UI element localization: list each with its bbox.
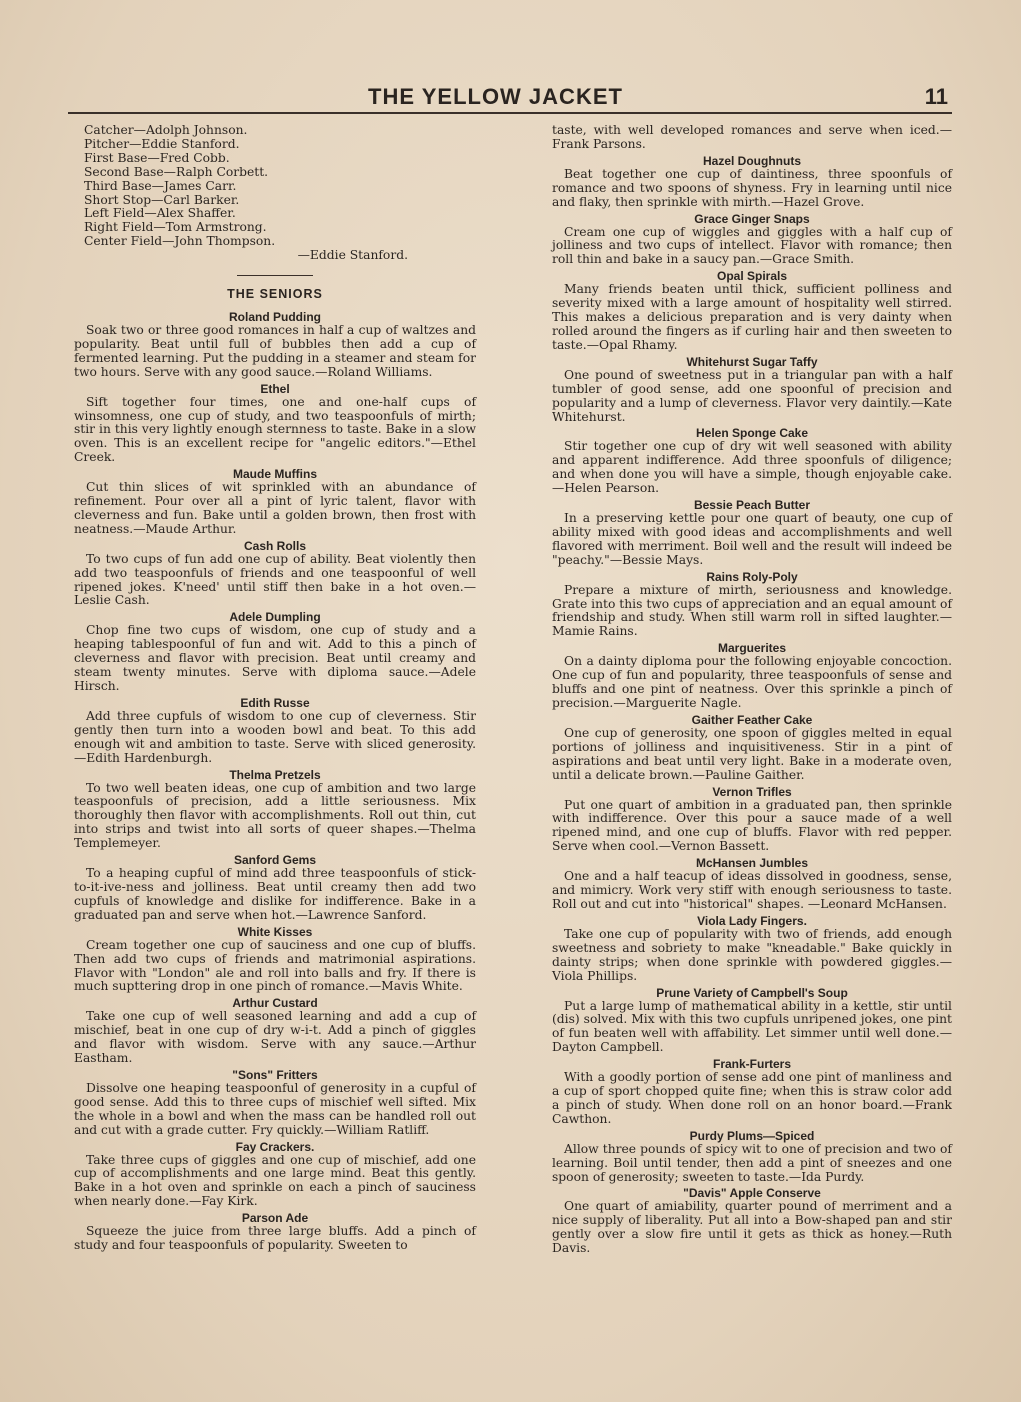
lineup-item: Center Field—John Thompson.: [84, 234, 276, 249]
lineup-item: Left Field—Alex Shaffer.: [84, 206, 236, 221]
recipe-title: Bessie Peach Butter: [693, 498, 811, 513]
recipe: [552, 426, 952, 496]
recipe-body: Prepare a mixture of mirth, seriousness and knowledge. Grate into this two cups of appreciation and an equal amount of friendship and study. When still warm roll in sifted laughter.—Mamie Rains.: [552, 582, 952, 639]
recipe: [74, 467, 476, 537]
recipe: [552, 856, 952, 912]
recipe-body: Add three cupfuls of wisdom to one cup of cleverness. Stir gently then turn into a wooden bowl and beat. To this add enough wit and ambition to taste. Serve with sliced generosity.—Edith Hardenburgh.: [74, 708, 476, 765]
recipe-title: Frank-Furters: [712, 1057, 792, 1072]
recipe-body: Soak two or three good romances in half a cup of waltzes and popularity. Beat until full of bubbles then add a cup of fermented learning. Put the pudding in a steamer and steam for two hours. Serve with any good sauce.—Roland Williams.: [74, 322, 476, 379]
lineup-item: Pitcher—Eddie Stanford.: [84, 136, 240, 151]
recipe-title: Hazel Doughnuts: [703, 153, 801, 168]
recipe: [552, 1129, 952, 1185]
baseball-lineup: [74, 124, 476, 263]
recipe-body: One pound of sweetness put in a triangular pan with a half tumbler of good sense, add one spoonful of precision and popularity and a lump of cleverness. Flavor very daintily.—Kate Whitehurst.: [552, 367, 952, 424]
recipe-body: Allow three pounds of spicy wit to one of precision and two of learning. Boil until tender, then add a pint of sneezes and one spoon of generosity; sweeten to taste.—Ida Purdy.: [552, 1141, 952, 1184]
recipe-body: One cup of generosity, one spoon of giggles melted in equal portions of jolliness and inquisitiveness. Stir in a pint of aspirations and beat until very light. Bake in a moderate oven, until a delicate brown.—Pauline Gaither.: [552, 725, 952, 782]
recipe: [74, 310, 476, 380]
recipe-title: Arthur Custard: [232, 996, 318, 1011]
recipe-body: Sift together four times, one and one-half cups of winsomness, one cup of study, and two teaspoonfuls of mirth; stir in this very lightly enough sternness to taste. Bake in a slow oven. This is an excellent recipe for "angelic editors."—Ethel Creek.: [74, 394, 476, 465]
recipe: [552, 212, 952, 268]
recipe-body: Put one quart of ambition in a graduated pan, then sprinkle with indifference. Over this pour a sauce made of a well ripened mind, and one cup of bluffs. Flavor with red pepper. Serve when cool.—Vernon Bassett.: [552, 797, 952, 854]
section-divider: [237, 275, 313, 276]
recipe: [74, 1211, 476, 1253]
recipe-body: Cream together one cup of sauciness and one cup of bluffs. Then add two cups of friends and matrimonial aspirations. Flavor with "London" ale and roll into balls and fry. If there is much supttering drop in one pinch of romance.—Mavis White.: [74, 937, 476, 994]
recipe-body: In a preserving kettle pour one quart of beauty, one cup of ability mixed with good ideas and accomplishments and well flavored with merriment. Boil well and the result will indeed be "peachy."—Bessie Mays.: [552, 511, 952, 567]
recipe-title: Parson Ade: [241, 1211, 309, 1226]
recipe-title: "Davis" Apple Conserve: [683, 1186, 821, 1201]
recipe-body: To two well beaten ideas, one cup of ambition and two large teaspoonfuls of precision, add a little seriousness. Mix thoroughly then flavor with accomplishments. Roll out thin, cut into strips and twist into all sorts of queer shapes.—Thelma Templemeyer.: [74, 780, 476, 851]
recipe-body: Take one cup of popularity with two of friends, add enough sweetness and sobriety to make "kneadable." Bake quickly in dainty strips; when done sprinkle with powdered giggles.—Viola Phillips.: [552, 926, 952, 983]
recipe-title: Cash Rolls: [243, 538, 306, 553]
recipe-body: Take one cup of well seasoned learning and add a cup of mischief, beat in one cup of dry w-i-t. Add a pinch of giggles and flavor with wisdom. Serve with any sauce.—Arthur Eastham.: [74, 1009, 476, 1066]
recipe-title: Prune Variety of Campbell's Soup: [656, 985, 848, 1000]
recipe: [552, 641, 952, 711]
recipe-title: Thelma Pretzels: [229, 767, 321, 782]
recipe-body: Cream one cup of wiggles and giggles with a half cup of jolliness and two cups of intellect. Flavor with romance; then roll thin and bake in a saucy pan.—Grace Smith.: [552, 224, 952, 267]
recipe-title: Maude Muffins: [233, 467, 317, 482]
lineup-item: First Base—Fred Cobb.: [84, 150, 230, 165]
recipe-title: Rains Roly-Poly: [706, 569, 798, 584]
recipe: [74, 925, 476, 995]
recipe: [552, 570, 952, 640]
recipe: [552, 1186, 952, 1256]
recipe: [552, 498, 952, 568]
recipe-title: Whitehurst Sugar Taffy: [686, 354, 818, 369]
recipe-title: "Sons" Fritters: [232, 1067, 318, 1082]
recipe: [552, 986, 952, 1056]
recipe-title: Grace Ginger Snaps: [694, 211, 810, 226]
section-heading: THE SENIORS: [227, 287, 323, 302]
recipe-body: To a heaping cupful of mind add three teaspoonfuls of stick-to-it-ive-ness and jolliness. Beat until creamy then add two cupfuls of knowledge and dislike for indifference. Bake in a graduated pan and serve when hot.—Lawrence Sanford.: [74, 866, 476, 922]
lineup-item: Second Base—Ralph Corbett.: [84, 164, 269, 179]
recipe: [552, 355, 952, 425]
recipe: [552, 1057, 952, 1127]
recipe: [74, 768, 476, 852]
recipe-body: One and a half teacup of ideas dissolved in goodness, sense, and mimicry. Work very stiff with enough seriousness to taste. Roll out and cut into "historical" shapes. —Leonard McHansen.: [552, 869, 952, 911]
recipe: [552, 154, 952, 210]
right-recipe-list: [552, 154, 952, 1256]
recipe-title: Edith Russe: [240, 695, 310, 710]
recipe: [552, 713, 952, 783]
recipe-body: One quart of amiability, quarter pound of merriment and a nice supply of liberality. Put all into a Bow-shaped pan and stir gently over a slow fire until it gets as thick as honey.—Ruth Davis.: [552, 1199, 952, 1256]
recipe-body: Take three cups of giggles and one cup of mischief, add one cup of accomplishments and one large mind. Beat this gently. Bake in a hot oven and sprinkle on each a pinch of sauciness when nearly done.—Fay Kirk.: [74, 1152, 476, 1209]
recipe: [552, 269, 952, 353]
recipe-title: Ethel: [260, 381, 290, 396]
recipe-title: Fay Crackers.: [235, 1139, 315, 1154]
recipe-title: White Kisses: [237, 924, 313, 939]
recipe: [74, 853, 476, 923]
recipe: [74, 1140, 476, 1210]
recipe-body: To two cups of fun add one cup of ability. Beat violently then add two teaspoonfuls of friends and one teaspoonful of well ripened jokes. K'need' until stiff then bake in a hot oven.—Leslie Cash.: [74, 551, 476, 608]
recipe-body: On a dainty diploma pour the following enjoyable concoction. One cup of fun and popularity, three teaspoonfuls of sense and bluffs and one pint of neatness. Over this sprinkle a pinch of precision.—Marguerite Nagle.: [552, 654, 952, 710]
recipe-title: Purdy Plums—Spiced: [689, 1128, 815, 1143]
recipe: [74, 539, 476, 609]
recipe-title: Adele Dumpling: [229, 610, 321, 625]
left-recipe-list: [74, 310, 476, 1253]
recipe: [74, 996, 476, 1066]
right-column: [552, 124, 952, 1256]
recipe-body: Squeeze the juice from three large bluffs. Add a pinch of study and four teaspoonfuls of popularity. Sweeten to: [74, 1224, 476, 1253]
recipe: [74, 610, 476, 694]
recipe-title: Roland Pudding: [229, 309, 321, 324]
page-number: 11: [924, 84, 948, 109]
publication-title: THE YELLOW JACKET: [368, 84, 623, 109]
recipe-body: Beat together one cup of daintiness, three spoonfuls of romance and two spoons of shyness. Fry in learning until nice and flaky, then sprinkle with mirth.—Hazel Grove.: [552, 166, 952, 209]
page-header: [68, 84, 952, 114]
recipe-title: McHansen Jumbles: [695, 856, 809, 871]
lineup-signature: —Eddie Stanford.: [297, 248, 408, 263]
lineup-item: Catcher—Adolph Johnson.: [84, 123, 248, 137]
lineup-item: Short Stop—Carl Barker.: [84, 192, 240, 207]
recipe-title: Vernon Trifles: [712, 784, 792, 799]
recipe-body: Stir together one cup of dry wit well seasoned with ability and apparent indifference. Add three spoonfuls of diligence; and when done you will have a simple, though enjoyable cake.—Helen Pearson.: [552, 439, 952, 496]
recipe-title: Viola Lady Fingers.: [697, 913, 807, 928]
recipe-title: Gaither Feather Cake: [691, 712, 813, 727]
left-column: [74, 124, 476, 1253]
recipe-body: Put a large lump of mathematical ability in a kettle, stir until (dis) solved. Mix with this two cupfuls unripened jokes, one pint of fun beaten well with affability. Let simmer until well done.—Dayton Campbell.: [552, 998, 952, 1055]
recipe: [74, 696, 476, 766]
lineup-item: Right Field—Tom Armstrong.: [84, 220, 267, 235]
recipe-body: Many friends beaten until thick, sufficient polliness and severity mixed with a large amount of hospitality well stirred. This makes a delicious preparation and is very dainty when rolled around the fingers as if curling hair and then sweeten to taste.—Opal Rhamy.: [552, 282, 952, 352]
recipe: [552, 785, 952, 855]
continued-text: taste, with well developed romances and serve when iced.—Frank Parsons.: [552, 123, 952, 151]
recipe-title: Marguerites: [717, 641, 787, 656]
recipe-body: Dissolve one heaping teaspoonful of generosity in a cupful of good sense. Add this to three cups of mischief well sifted. Mix the whole in a bowl and when the mass can be handled roll out and cut with a grade cutter. Fry quickly.—William Ratliff.: [74, 1080, 476, 1137]
lineup-item: Third Base—James Carr.: [84, 178, 237, 193]
recipe-body: Chop fine two cups of wisdom, one cup of study and a heaping tablespoonful of fun and wit. Add to this a pinch of cleverness and flavor with precision. Beat until creamy and steam twenty minutes. Serve with diploma sauce.—Adele Hirsch.: [74, 623, 476, 693]
recipe-title: Opal Spirals: [716, 269, 788, 284]
recipe-title: Helen Sponge Cake: [695, 426, 809, 441]
recipe: [552, 914, 952, 984]
recipe: [74, 1068, 476, 1138]
recipe-body: With a goodly portion of sense add one pint of manliness and a cup of sport chopped quite fine; when this is straw color add a pinch of study. When done roll on an honor board.—Frank Cawthon.: [552, 1070, 952, 1126]
recipe-title: Sanford Gems: [233, 853, 317, 868]
recipe: [74, 382, 476, 466]
recipe-body: Cut thin slices of wit sprinkled with an abundance of refinement. Pour over all a pint of lyric talent, flavor with cleverness and fun. Bake until a golden brown, then frost with neatness.—Maude Arthur.: [74, 480, 476, 536]
